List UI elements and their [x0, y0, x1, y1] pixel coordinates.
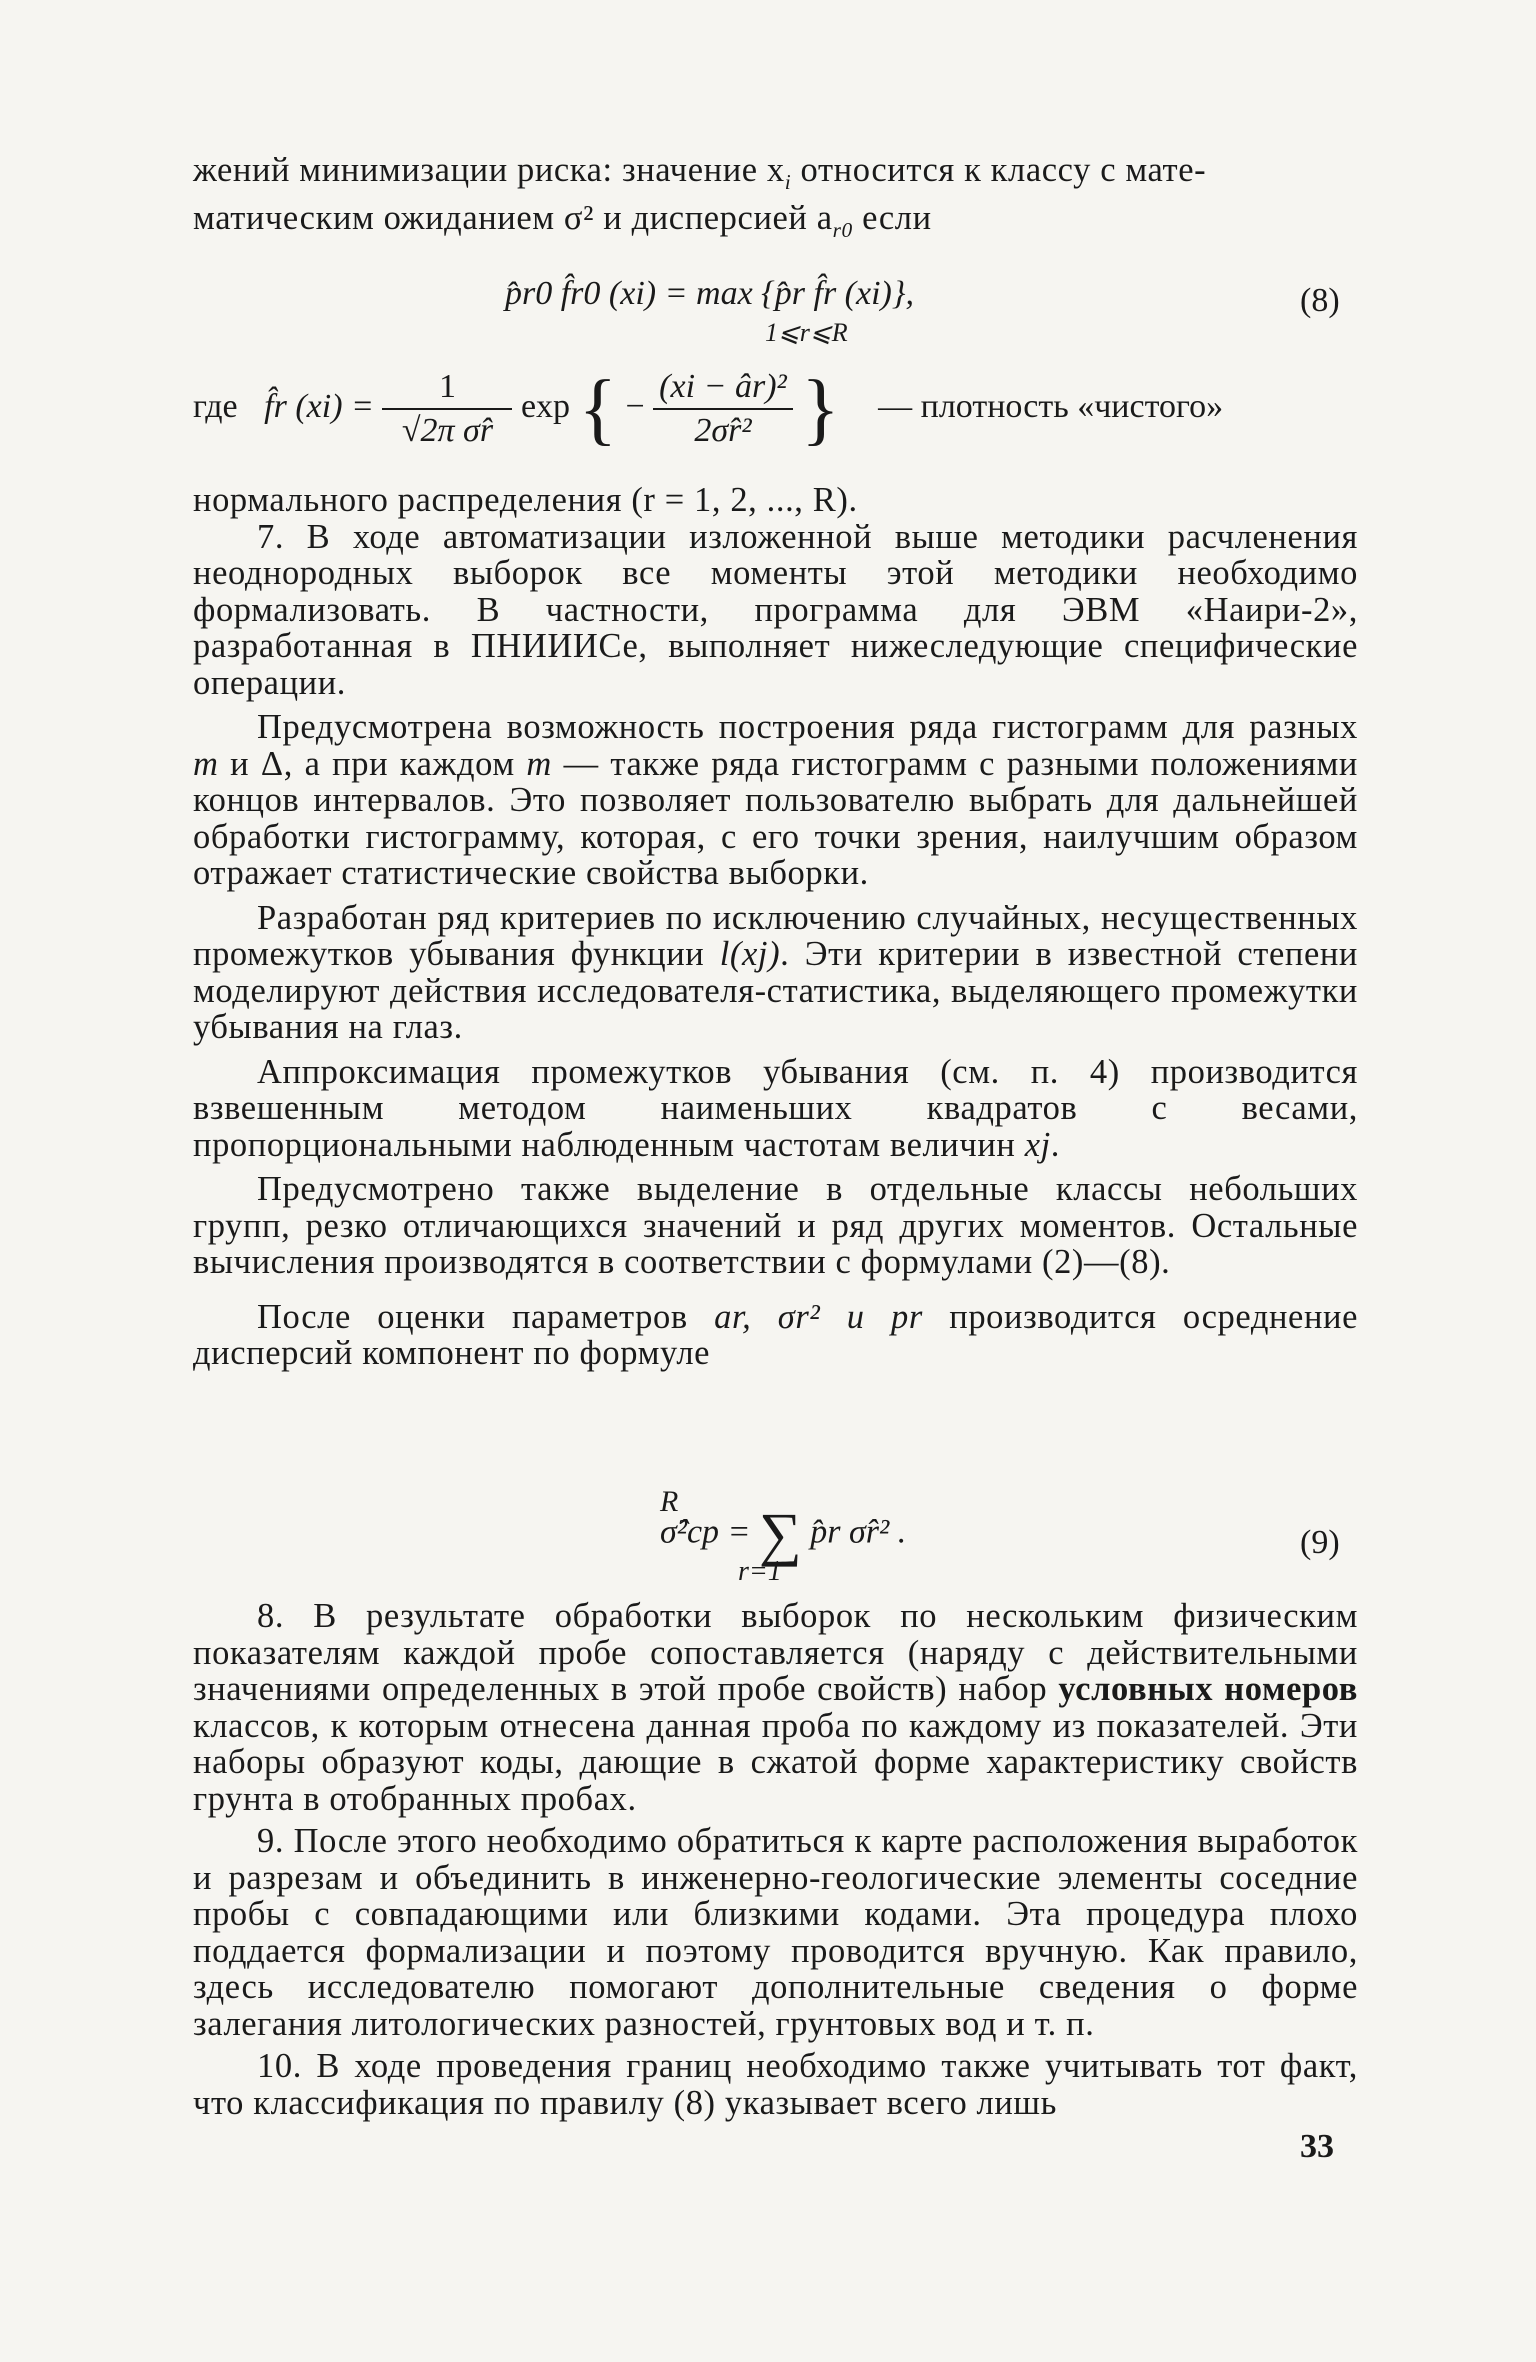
paragraph-histograms: Предусмотрена возможность построения ряда гистограмм для разных m и Δ, а при каждом m — также ряда гистограмм с разными положениями концов интервалов. Это позволяет пользователю выбрать для дальнейшей обработки гистограмму, которая, с его точки зрения, наилучшим образом отражает статистические свойства выборки.	[193, 708, 1358, 892]
paragraph-9: 9. После этого необходимо обратиться к карте расположения выработок и разрезам и объединить в инженерно-геологические элементы соседние пробы с совпадающими или близкими кодами. Эта процедура плохо поддается формализации и поэтому проводится вручную. Как правило, здесь исследователю помогают дополнительные сведения о форме залегания литологических разностей, грунтовых вод и т. п.	[193, 1822, 1358, 2043]
equation-8: p̂r0 f̂r0 (xi) = max {p̂r f̂r (xi)},	[505, 275, 914, 312]
equation-9-lower: r=1	[738, 1556, 782, 1587]
body-text	[193, 482, 1358, 1372]
equation-9-number: (9)	[1300, 1524, 1340, 1561]
density-fraction: $\frac{1}{\text{√2π σ̂r}}$	[382, 368, 512, 450]
body-text-lower	[193, 1598, 1358, 2121]
density-definition: где f̂r (xi) = $\frac{1}{\text{√2π σ̂r}}$ exp { − $\frac{\text{(xi − âr)²}}{\text{2σ̂r²}}$ } — плотность «чистого»	[193, 365, 1224, 453]
intro-line-1: жений минимизации риска: значение $x_i$ относится к классу с мате-	[193, 151, 1207, 194]
intro-block	[193, 152, 1358, 249]
paragraph-8: 8. В результате обработки выборок по нескольким физическим показателям каждой пробе сопоставляется (наряду с действительными значениями определенных в этой пробе свойств) набор условных номеров классов, к которым отнесена данная проба по каждому из показателей. Эти наборы образуют коды, дающие в сжатой форме характеристику свойств грунта в отобранных пробах.	[193, 1597, 1358, 1818]
page-number: 33	[1300, 2128, 1334, 2165]
exp-fraction: $\frac{\text{(xi − âr)²}}{\text{2σ̂r²}}$	[653, 368, 793, 450]
paragraph-approximation: Аппроксимация промежутков убывания (см. п. 4) производится взвешенным методом наименьших квадратов с весами, пропорциональными наблюденным частотам величин xj.	[193, 1052, 1358, 1164]
equation-8-limits: 1⩽r⩽R	[765, 318, 848, 347]
intro-line-2: матическим ожиданием σ² и дисперсией $a_{r0}$ если	[193, 199, 932, 243]
equation-8-number: (8)	[1300, 282, 1340, 319]
equation-9: σ̂²ср = ∑ p̂r σ̂r² .	[660, 1501, 907, 1567]
paragraph-normal-distribution: нормального распределения (r = 1, 2, ..., R).	[193, 481, 858, 519]
paragraph-10: 10. В ходе проведения границ необходимо также учитывать тот факт, что классификация по правилу (8) указывает всего лишь	[193, 2047, 1358, 2122]
paragraph-small-groups: Предусмотрено также выделение в отдельные классы небольших групп, резко отличающихся значений и ряд других моментов. Остальные вычисления производятся в соответствии с формулами (2)—(8).	[193, 1170, 1358, 1281]
paragraph-criteria: Разработан ряд критериев по исключению случайных, несущественных промежутков убывания функции l(xj). Эти критерии в известной степени моделируют действия исследователя-статистика, выделяющего промежутки убывания на глаз.	[193, 898, 1358, 1046]
paragraph-averaging: После оценки параметров ar, σr² и pr производится осреднение дисперсий компонент по формуле	[193, 1297, 1359, 1372]
equation-9-upper: R	[660, 1485, 679, 1518]
paragraph-7: 7. В ходе автоматизации изложенной выше методики расчленения неоднородных выборок все моменты этой методики необходимо формализовать. В частности, программа для ЭВМ «Наири-2», разработанная в ПНИИИСе, выполняет нижеследующие специфические операции.	[193, 517, 1358, 702]
